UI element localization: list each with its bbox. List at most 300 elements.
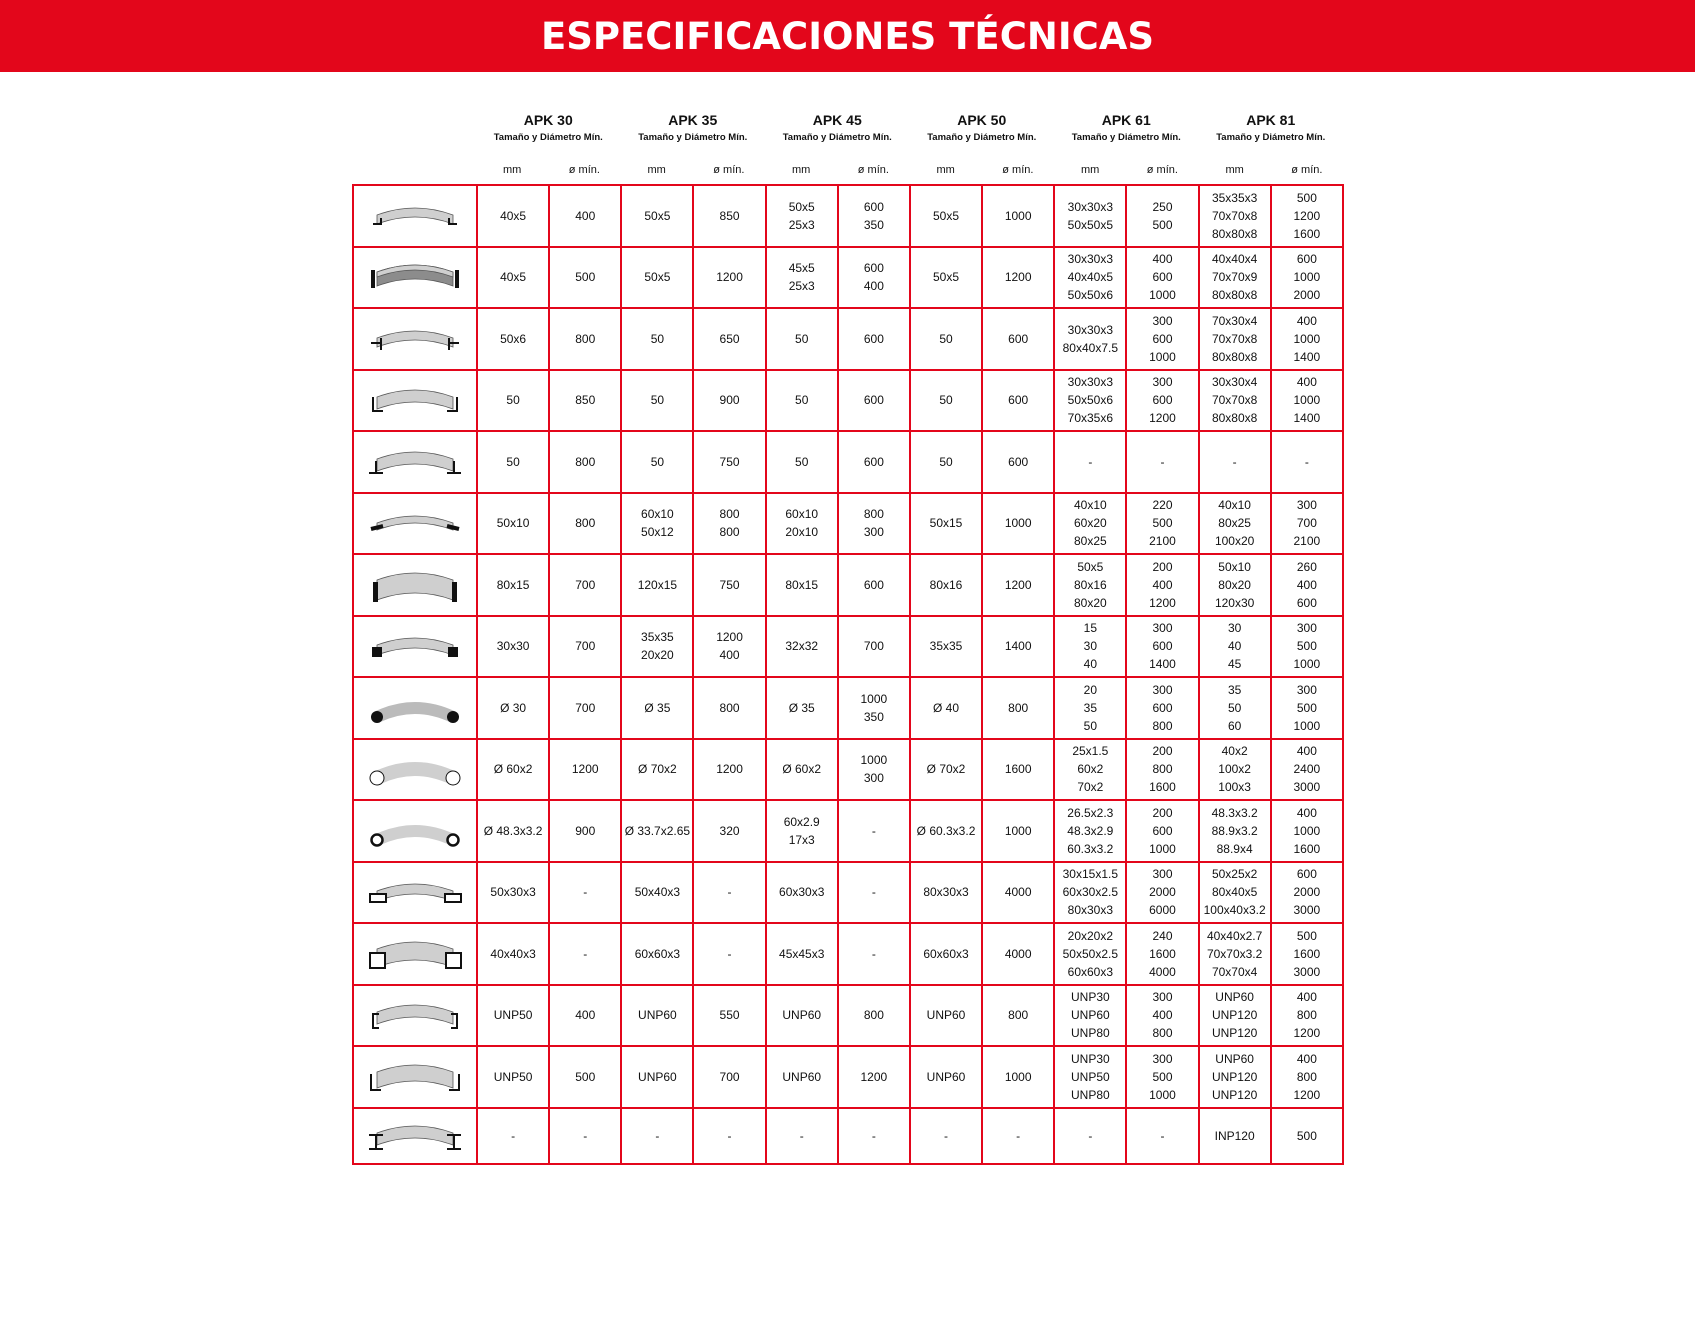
min-diameter-cell xyxy=(982,739,1054,801)
cell-value: 1200 xyxy=(1149,411,1176,426)
cell-value: 32x32 xyxy=(785,639,819,654)
cell-value: 500 xyxy=(1296,639,1317,654)
cell-value: UNP60 xyxy=(782,1008,822,1023)
cell-value: 300 xyxy=(1296,621,1317,636)
size-cell xyxy=(1054,554,1126,616)
cell-value: 50 xyxy=(939,393,953,408)
table-row xyxy=(353,308,1343,370)
cell-value: 600 xyxy=(1152,639,1173,654)
cell-value: 80x80x8 xyxy=(1211,349,1258,364)
min-diameter-cell xyxy=(1271,247,1343,309)
size-cell xyxy=(1199,677,1271,739)
cell-value: 300 xyxy=(1296,682,1317,697)
cell-value: 40 xyxy=(1227,639,1242,654)
min-diameter-cell xyxy=(1271,431,1343,493)
cell-value: 600 xyxy=(863,577,884,592)
cell-value: 60x30x2.5 xyxy=(1062,885,1119,900)
cell-value: 60x60x3 xyxy=(1067,964,1114,979)
model-name: APK 50 xyxy=(957,112,1007,128)
min-diameter-cell xyxy=(838,1108,910,1164)
cell-value: 60x10 xyxy=(641,507,674,522)
cell-value: 200 xyxy=(1152,805,1173,820)
cell-value: 800 xyxy=(575,331,596,346)
min-diameter-cell xyxy=(693,985,765,1047)
cell-value: 600 xyxy=(1152,823,1173,838)
cell-value: 300 xyxy=(1152,990,1173,1005)
cell-value: 500 xyxy=(1152,217,1173,232)
cell-value: 48.3x2.9 xyxy=(1067,823,1114,838)
table-row xyxy=(353,431,1343,493)
cell-value: 400 xyxy=(1152,577,1173,592)
min-diameter-cell xyxy=(1271,985,1343,1047)
cell-value: 240 xyxy=(1152,928,1173,943)
unit-min-diameter-label: ø mín. xyxy=(857,164,889,176)
size-cell xyxy=(1054,1108,1126,1164)
table-row xyxy=(353,800,1343,862)
cell-value: 600 xyxy=(1008,393,1029,408)
cell-value: 800 xyxy=(1296,1008,1317,1023)
size-cell xyxy=(910,185,982,247)
min-diameter-cell xyxy=(1271,739,1343,801)
cell-value: 80x25 xyxy=(1218,516,1251,531)
cell-value: 50 xyxy=(650,393,665,408)
min-diameter-cell xyxy=(838,862,910,924)
cell-value: 600 xyxy=(863,199,884,214)
min-diameter-cell xyxy=(693,800,765,862)
cell-value: 30x30x3 xyxy=(1067,199,1114,214)
size-cell xyxy=(1054,370,1126,432)
unit-min-diameter-label: ø mín. xyxy=(1291,164,1323,176)
cell-value: 50x25x2 xyxy=(1211,867,1258,882)
min-diameter-cell xyxy=(549,616,621,678)
cell-value: - xyxy=(727,1128,732,1143)
profile-cell xyxy=(353,862,477,924)
cell-value: 35x35 xyxy=(929,639,963,654)
size-cell xyxy=(1054,677,1126,739)
unit-min-diameter-label: ø mín. xyxy=(1146,164,1178,176)
size-cell xyxy=(1199,493,1271,555)
min-diameter-cell xyxy=(549,370,621,432)
cell-value: 50x10 xyxy=(496,516,530,531)
min-diameter-cell xyxy=(549,1046,621,1108)
min-diameter-cell xyxy=(693,185,765,247)
size-cell xyxy=(766,677,838,739)
model-header xyxy=(910,110,1055,146)
cell-value: Ø 48.3x3.2 xyxy=(483,823,543,838)
min-diameter-cell xyxy=(1126,185,1198,247)
model-header xyxy=(1054,110,1199,146)
unit-mm-label: mm xyxy=(1080,164,1100,176)
cell-value: 600 xyxy=(863,261,884,276)
min-diameter-cell xyxy=(838,677,910,739)
cell-value: 300 xyxy=(1296,498,1317,513)
min-diameter-cell xyxy=(982,985,1054,1047)
cell-value: 3000 xyxy=(1293,903,1321,918)
profile-cell xyxy=(353,800,477,862)
min-diameter-cell xyxy=(1271,800,1343,862)
size-cell xyxy=(621,800,693,862)
cell-value: 800 xyxy=(1152,1026,1173,1041)
cell-value: Ø 60.3x3.2 xyxy=(916,823,976,838)
cell-value: Ø 70x2 xyxy=(638,762,677,777)
cell-value: 200 xyxy=(1152,744,1173,759)
size-cell xyxy=(766,1046,838,1108)
profile-cell xyxy=(353,923,477,985)
cell-value: UNP60 xyxy=(638,1069,677,1084)
size-cell xyxy=(621,739,693,801)
min-diameter-cell xyxy=(982,923,1054,985)
min-diameter-cell xyxy=(838,370,910,432)
page-title: ESPECIFICACIONES TÉCNICAS xyxy=(540,14,1155,58)
size-cell xyxy=(766,554,838,616)
size-cell xyxy=(766,739,838,801)
min-diameter-cell xyxy=(693,370,765,432)
cell-value: 50x5 xyxy=(1077,559,1104,574)
cell-value: - xyxy=(871,885,876,900)
cell-value: 750 xyxy=(719,454,740,469)
size-cell xyxy=(1199,431,1271,493)
table-header xyxy=(476,110,1343,177)
cell-value: 1000 xyxy=(1004,516,1032,531)
model-subtitle: Tamaño y Diámetro Mín. xyxy=(1216,132,1326,143)
size-cell xyxy=(477,862,549,924)
min-diameter-cell xyxy=(693,739,765,801)
unit-min-diameter-label: ø mín. xyxy=(568,164,600,176)
min-diameter-cell xyxy=(982,862,1054,924)
cell-value: 50x12 xyxy=(641,525,674,540)
cell-value: 600 xyxy=(1152,700,1173,715)
cell-value: 1200 xyxy=(716,630,743,645)
min-diameter-cell xyxy=(838,985,910,1047)
min-diameter-cell xyxy=(1126,862,1198,924)
size-cell xyxy=(910,800,982,862)
min-diameter-cell xyxy=(1126,493,1198,555)
profile-cell xyxy=(353,185,477,247)
min-diameter-cell xyxy=(982,308,1054,370)
min-diameter-cell xyxy=(1271,677,1343,739)
cell-value: 100x3 xyxy=(1218,780,1251,795)
cell-value: 800 xyxy=(719,525,740,540)
size-cell xyxy=(1054,308,1126,370)
table-row xyxy=(353,739,1343,801)
cell-value: 40x10 xyxy=(1073,498,1107,513)
cell-value: 300 xyxy=(1152,313,1173,328)
cell-value: UNP120 xyxy=(1211,1026,1258,1041)
cell-value: 800 xyxy=(1008,1008,1029,1023)
cell-value: 40x10 xyxy=(1218,498,1251,513)
flat-bar-edge-icon xyxy=(354,496,476,550)
flat-bar-easy-way-icon xyxy=(354,189,476,243)
min-diameter-cell xyxy=(1126,677,1198,739)
cell-value: - xyxy=(1304,454,1309,469)
min-diameter-cell xyxy=(693,554,765,616)
round-bar-icon xyxy=(354,681,476,735)
cell-value: 45x5 xyxy=(788,261,815,276)
cell-value: - xyxy=(655,1128,660,1143)
cell-value: 1000 xyxy=(1149,349,1176,364)
profile-cell xyxy=(353,1108,477,1164)
cell-value: 300 xyxy=(1152,375,1173,390)
cell-value: UNP50 xyxy=(493,1069,533,1084)
cell-value: 300 xyxy=(1152,682,1173,697)
cell-value: - xyxy=(1016,1128,1021,1143)
cell-value: 48.3x3.2 xyxy=(1211,805,1258,820)
cell-value: 1200 xyxy=(1293,208,1321,223)
cell-value: 300 xyxy=(863,771,884,786)
cell-value: 900 xyxy=(575,823,596,838)
size-cell xyxy=(766,370,838,432)
size-cell xyxy=(766,185,838,247)
size-cell xyxy=(1054,862,1126,924)
cell-value: Ø 33.7x2.65 xyxy=(624,823,691,838)
size-cell xyxy=(910,923,982,985)
cell-value: 200 xyxy=(1152,559,1173,574)
profile-cell xyxy=(353,616,477,678)
cell-value: Ø 30 xyxy=(500,700,527,715)
cell-value: 1600 xyxy=(1149,946,1176,961)
size-cell xyxy=(621,431,693,493)
cell-value: UNP60 xyxy=(782,1069,822,1084)
min-diameter-cell xyxy=(982,493,1054,555)
cell-value: 1000 xyxy=(1149,288,1176,303)
cell-value: 25x1.5 xyxy=(1072,744,1109,759)
cell-value: 800 xyxy=(1152,762,1173,777)
min-diameter-cell xyxy=(1126,431,1198,493)
table-row xyxy=(353,247,1343,309)
cell-value: 300 xyxy=(1152,867,1173,882)
cell-value: 60.3x3.2 xyxy=(1067,841,1114,856)
profile-cell xyxy=(353,739,477,801)
min-diameter-cell xyxy=(1271,616,1343,678)
cell-value: 50 xyxy=(795,393,809,408)
cell-value: - xyxy=(727,946,732,961)
model-subtitle: Tamaño y Diámetro Mín. xyxy=(782,132,892,143)
cell-value: 1000 xyxy=(1293,393,1321,408)
min-diameter-cell xyxy=(838,739,910,801)
size-cell xyxy=(766,616,838,678)
cell-value: 60x20 xyxy=(1073,516,1107,531)
cell-value: 80x40x5 xyxy=(1211,885,1258,900)
min-diameter-cell xyxy=(1271,554,1343,616)
cell-value: 600 xyxy=(863,454,884,469)
unit-mm-label: mm xyxy=(647,164,666,176)
cell-value: 1600 xyxy=(1004,762,1032,777)
size-cell xyxy=(1199,308,1271,370)
cell-value: 60x10 xyxy=(785,507,819,522)
u-channel-icon xyxy=(354,988,476,1042)
size-cell xyxy=(1054,739,1126,801)
size-cell xyxy=(621,677,693,739)
cell-value: 50 xyxy=(795,331,809,346)
cell-value: 750 xyxy=(719,577,740,592)
cell-value: - xyxy=(583,885,588,900)
size-cell xyxy=(910,308,982,370)
size-cell xyxy=(910,431,982,493)
size-cell xyxy=(910,1046,982,1108)
min-diameter-cell xyxy=(982,677,1054,739)
cell-value: 500 xyxy=(1152,1069,1173,1084)
size-cell xyxy=(621,1108,693,1164)
size-cell xyxy=(910,247,982,309)
profile-cell xyxy=(353,493,477,555)
unit-mm-label: mm xyxy=(791,164,811,176)
cell-value: 80x16 xyxy=(1073,577,1107,592)
min-diameter-cell xyxy=(1126,554,1198,616)
size-cell xyxy=(1199,554,1271,616)
t-bar-icon xyxy=(354,312,476,366)
cell-value: 500 xyxy=(575,1069,596,1084)
cell-value: 3000 xyxy=(1293,964,1321,979)
cell-value: 1000 xyxy=(860,691,888,706)
cell-value: 50 xyxy=(650,331,665,346)
cell-value: 50x50x6 xyxy=(1067,288,1114,303)
cell-value: 50x10 xyxy=(1218,559,1251,574)
cell-value: 1000 xyxy=(1149,1087,1176,1102)
cell-value: 80x25 xyxy=(1073,534,1107,549)
model-name: APK 30 xyxy=(523,112,573,128)
rectangular-tube-icon xyxy=(354,865,476,919)
cell-value: Ø 40 xyxy=(933,700,960,715)
cell-value: UNP50 xyxy=(1070,1069,1110,1084)
size-cell xyxy=(1054,923,1126,985)
cell-value: 100x2 xyxy=(1218,762,1251,777)
cell-value: 80x30x3 xyxy=(923,885,969,900)
cell-value: 400 xyxy=(1296,1051,1317,1066)
size-cell xyxy=(477,1046,549,1108)
cell-value: UNP60 xyxy=(1215,1051,1254,1066)
cell-value: INP120 xyxy=(1214,1128,1255,1143)
cell-value: 1400 xyxy=(1293,411,1321,426)
cell-value: 1200 xyxy=(1004,270,1032,285)
cell-value: UNP30 xyxy=(1070,990,1110,1005)
size-cell xyxy=(910,862,982,924)
min-diameter-cell xyxy=(982,431,1054,493)
size-cell xyxy=(621,493,693,555)
cell-value: 500 xyxy=(1296,190,1317,205)
profile-cell xyxy=(353,554,477,616)
min-diameter-cell xyxy=(1126,923,1198,985)
cell-value: UNP120 xyxy=(1211,1087,1258,1102)
cell-value: UNP50 xyxy=(493,1008,533,1023)
cell-value: 60x30x3 xyxy=(779,885,825,900)
size-cell xyxy=(766,800,838,862)
cell-value: 60x2.9 xyxy=(783,814,820,829)
size-cell xyxy=(1054,1046,1126,1108)
cell-value: 1200 xyxy=(860,1069,888,1084)
size-cell xyxy=(621,985,693,1047)
cell-value: 500 xyxy=(1296,928,1317,943)
min-diameter-cell xyxy=(982,616,1054,678)
cell-value: 50x15 xyxy=(929,516,963,531)
cell-value: 350 xyxy=(863,217,884,232)
cell-value: 700 xyxy=(719,1069,740,1084)
cell-value: 50 xyxy=(506,393,520,408)
cell-value: 650 xyxy=(719,331,740,346)
size-cell xyxy=(477,985,549,1047)
cell-value: 88.9x3.2 xyxy=(1211,823,1258,838)
cell-value: 250 xyxy=(1152,199,1173,214)
unit-mm-label: mm xyxy=(936,164,955,176)
angle-leg-out-icon xyxy=(354,373,476,427)
cell-value: 50x6 xyxy=(500,331,527,346)
cell-value: UNP120 xyxy=(1211,1069,1258,1084)
min-diameter-cell xyxy=(693,923,765,985)
size-cell xyxy=(766,493,838,555)
cell-value: - xyxy=(511,1128,516,1143)
min-diameter-cell xyxy=(982,1108,1054,1164)
cell-value: 35 xyxy=(1083,700,1097,715)
cell-value: 50x5 xyxy=(644,208,671,223)
cell-value: 50 xyxy=(939,331,953,346)
cell-value: UNP60 xyxy=(1215,990,1254,1005)
size-cell xyxy=(621,185,693,247)
min-diameter-cell xyxy=(693,247,765,309)
cell-value: 300 xyxy=(863,525,884,540)
table-row xyxy=(353,1046,1343,1108)
table-row xyxy=(353,677,1343,739)
size-cell xyxy=(1199,370,1271,432)
cell-value: 40x5 xyxy=(500,208,527,223)
size-cell xyxy=(477,185,549,247)
size-cell xyxy=(910,677,982,739)
size-cell xyxy=(766,923,838,985)
min-diameter-cell xyxy=(693,1108,765,1164)
cell-value: 400 xyxy=(719,648,740,663)
model-name: APK 81 xyxy=(1246,112,1296,128)
cell-value: - xyxy=(1160,454,1165,469)
cell-value: 30x30x3 xyxy=(1067,252,1114,267)
cell-value: 60x60x3 xyxy=(634,946,681,961)
cell-value: 800 xyxy=(863,507,884,522)
cell-value: 50x50x6 xyxy=(1067,393,1114,408)
table-row xyxy=(353,1108,1343,1164)
cell-value: 1600 xyxy=(1149,780,1176,795)
cell-value: 500 xyxy=(1296,1128,1317,1143)
size-cell xyxy=(1054,247,1126,309)
cell-value: 50x40x3 xyxy=(634,885,681,900)
min-diameter-cell xyxy=(838,800,910,862)
min-diameter-cell xyxy=(693,431,765,493)
cell-value: 100x40x3.2 xyxy=(1203,903,1266,918)
cell-value: 1000 xyxy=(1004,823,1032,838)
cell-value: 400 xyxy=(575,1008,596,1023)
flat-bar-hard-way-icon xyxy=(354,250,476,304)
min-diameter-cell xyxy=(549,739,621,801)
min-diameter-cell xyxy=(549,308,621,370)
cell-value: - xyxy=(1088,1128,1093,1143)
size-cell xyxy=(910,493,982,555)
wide-flat-bar-icon xyxy=(354,558,476,612)
cell-value: 50x50x2.5 xyxy=(1062,946,1119,961)
cell-value: 2000 xyxy=(1293,885,1321,900)
model-name: APK 45 xyxy=(812,112,862,128)
size-cell xyxy=(1199,1046,1271,1108)
cell-value: 40x40x5 xyxy=(1067,270,1114,285)
cell-value: 1000 xyxy=(1293,718,1321,733)
cell-value: 70x2 xyxy=(1077,780,1104,795)
cell-value: 800 xyxy=(1152,718,1173,733)
cell-value: 50 xyxy=(939,454,953,469)
cell-value: 1200 xyxy=(1149,595,1176,610)
unit-mm-label: mm xyxy=(502,164,522,176)
cell-value: 80x80x8 xyxy=(1211,288,1258,303)
cell-value: 80x40x7.5 xyxy=(1062,340,1119,355)
cell-value: 2100 xyxy=(1149,534,1176,549)
cell-value: 1400 xyxy=(1149,657,1176,672)
cell-value: 800 xyxy=(719,507,740,522)
size-cell xyxy=(1199,862,1271,924)
cell-value: 300 xyxy=(1152,621,1173,636)
